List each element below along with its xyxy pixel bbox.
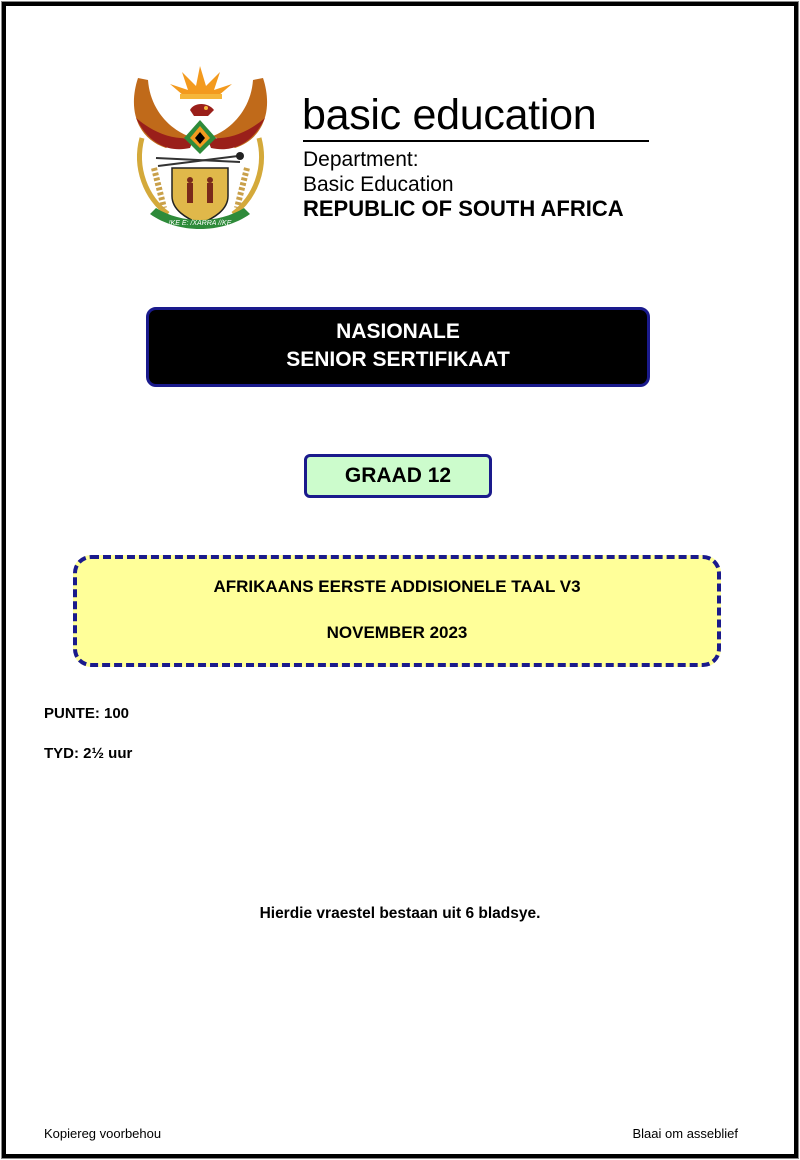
marks-label: PUNTE: 100 [44,705,130,722]
certificate-line-2: SENIOR SERTIFIKAAT [286,348,510,371]
time-label: TYD: 2½ uur [44,745,133,762]
coat-of-arms-icon [128,58,273,234]
brand-divider [303,140,649,142]
subject-title: AFRIKAANS EERSTE ADDISIONELE TAAL V3 [213,577,581,596]
country-name: REPUBLIC OF SOUTH AFRICA [303,196,624,221]
certificate-banner [146,307,650,387]
department-label: Department: [303,148,419,171]
grade-badge: GRAAD 12 [304,454,492,498]
department-logo [128,58,658,238]
footer-turn-page: Blaai om asseblief [632,1126,738,1141]
subject-panel [73,555,721,667]
department-name: Basic Education [303,173,454,196]
page-count-note: Hierdie vraestel bestaan uit 6 bladsye. [259,905,541,922]
footer-copyright: Kopiereg voorbehou [44,1126,162,1141]
certificate-line-1: NASIONALE [336,320,460,343]
exam-session: NOVEMBER 2023 [326,623,468,642]
svg-text:!KE E: /XARRA //KE: !KE E: /XARRA //KE [168,220,232,227]
brand-title: basic education [302,91,597,139]
